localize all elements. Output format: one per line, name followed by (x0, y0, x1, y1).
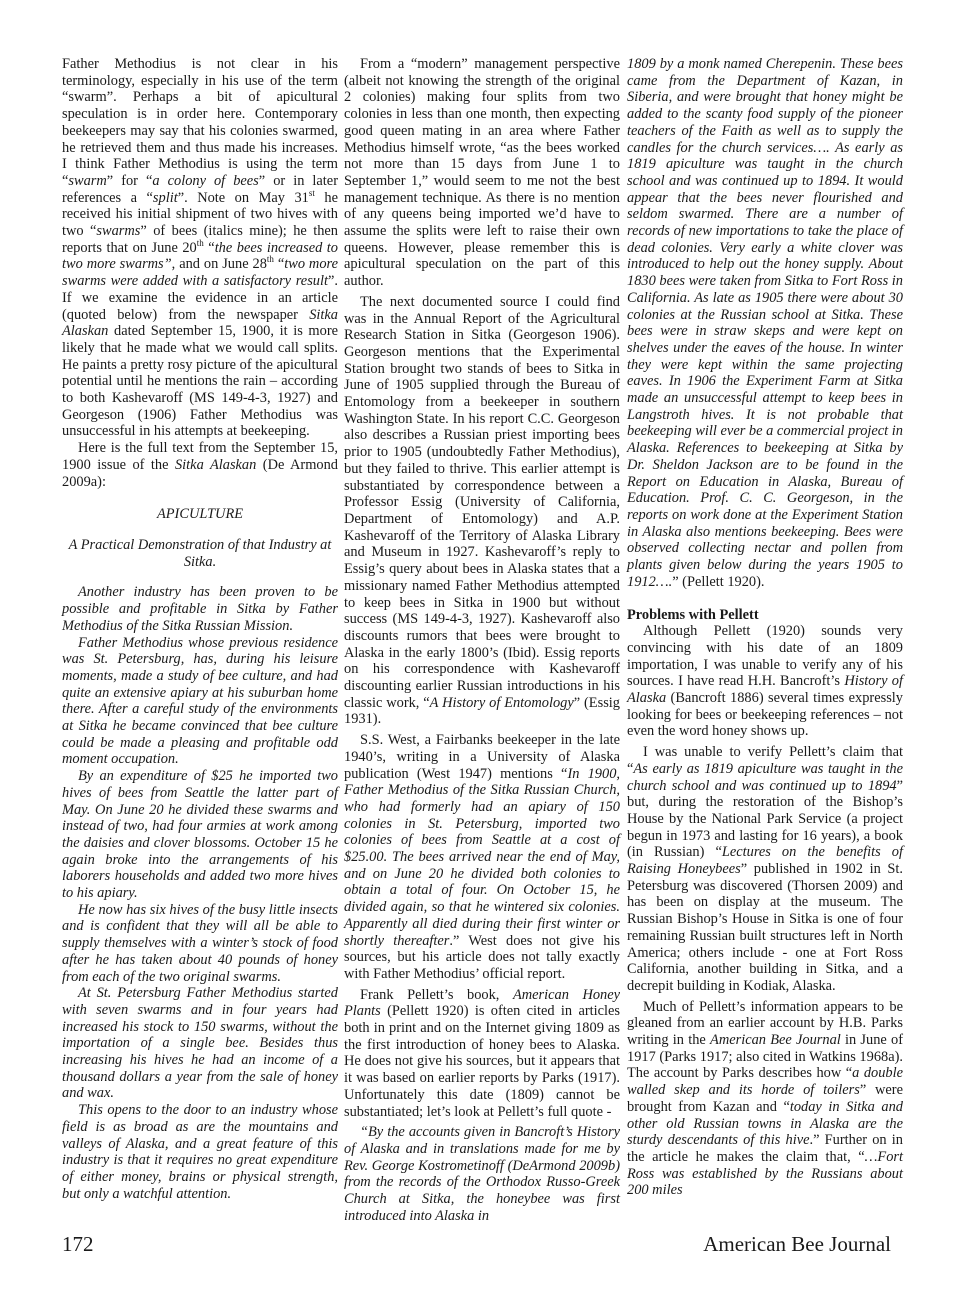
quoted-paragraph: This opens to the door to an industry whose field is as broad as are the mountains and valleys of Alaska, and a great feature of this industry is that it requires no great expenditure of either money, brains or physical strength, but only a watchful attention. (62, 1102, 338, 1202)
section-heading: Problems with Pellett (627, 606, 759, 623)
paragraph: S.S. West, a Fairbanks beekeeper in the late 1940’s, writing in a University of Alaska publication (West 1947) mentions “In 1900, Father Methodius of the Sitka Russian Church, who had formerly had an apiary of 150 colonies in St. Petersburg, imported two colonies of bees from Seattle at a cost of $25.00. The bees arrived near the end of May, and on June 20 he divided both colonies to obtain a total of four. On October 15, he divided again, so that he wintered six colonies. Apparently all died during their first winter or shortly thereafter.” West does not give his sources, but his article does not tally exactly with Father Methodius’ official report. (344, 732, 620, 982)
quoted-paragraph: At St. Petersburg Father Methodius started with seven swarms and in four years had increased his stock to 150 swarms, without the importation of a single bee. Besides thus increasing his hives he had an income of a thousand dollars a year from the sale of honey and wax. (62, 985, 338, 1102)
column-1 (62, 56, 338, 1202)
journal-name: American Bee Journal (703, 1232, 891, 1256)
paragraph: The next documented source I could find was in the Annual Report of the Agricultural Research Station in Sitka (Georgeson 1906). Georgeson mentions that the Experimental Station brought two stands of bees to Sitka in June of 1905 supplied through the Bureau of Entomology from a beekeeper in southern Washington State. In his report C.C. Georgeson also describes a Russian priest importing bees prior to 1905 (undoubtedly Father Methodius), but they failed to thrive. This earlier attempt is substantiated by correspondence between a Professor Essig (University of California, Department of Entomology) and A.P. Kashevaroff of the Territory of Alaska Library and Museum in 1927. Kashevaroff’s reply to Essig’s query about bees in Alaska states that a missionary named Father Methodius attempted to keep bees in Sitka in 1900 but without success (MS 149-4-3, 1927). Kashevaroff also discounts rumors that bees were brought to Alaska in the early 1800’s (Ibid). Essig reports on his correspondence with Kashevaroff discounting earlier Russian introductions in his classic work, “A History of Entomology” (Essig 1931). (344, 293, 620, 728)
paragraph: Although Pellett (1920) sounds very convincing with his date of an 1809 importation, I was unable to verify any of his sources. I have read H.H. Bancroft’s History of Alaska (Bancroft 1886) several times expressly looking for bees or beekeeping references – not even the word honey shows up. (627, 623, 903, 740)
quoted-paragraph: 1809 by a monk named Cherepenin. These bees came from the Department of Kazan, in Siberia, and were brought that honey might be added to the scanty food supply of the pioneer teachers of the Faith as well as to supply the candles for the church services…. As early as 1819 apiculture was taught in the church school and was continued up to 1894. It would appear that the bees never flourished and seldom swarmed. There are a number of records of new importations to take the place of dead colonies. Very early a white clover was introduced to help out the honey supply. About 1830 bees were taken from Sitka to Fort Ross in California. As late as 1905 there were about 30 colonies at the Russian school at Sitka. These bees were in straw skeps and were kept on shelves under the eaves of the house. In winter they were kept within the same projecting eaves. In 1906 the Experiment Farm at Sitka made an unsuccessful attempt to keep bees in Langstroth hives. It is not probable that beekeeping will ever be a commercial project in Alaska. References to beekeeping at Sitka by Dr. Sheldon Jackson are to be found in the Report on Education in Alaska, Bureau of Education. Prof. C. C. Georgeson, in the reports on work done at the Experiment Station in Alaska also mentions beekeeping. Bees were observed collecting nectar and pollen from plants given below during the years 1905 to 1912….” (Pellett 1920). (627, 56, 903, 590)
page-number: 172 (62, 1232, 94, 1256)
column-2 (344, 56, 620, 1225)
paragraph: Much of Pellett’s information appears to be gleaned from an earlier account by H.B. Parks writing in the American Bee Journal in June of 1917 (Parks 1917; also cited in Watkins 1968a). The account by Parks describes how “a double walled skep and its horde of toilers” were brought from Kazan and “today in Sitka and other old Russian towns in Alaska are the sturdy descendants of this hive.” Further on in the article he makes the claim that, “…Fort Ross was established by the Russians about 200 miles (627, 998, 904, 1199)
quoted-paragraph: Father Methodius whose previous residence was St. Petersburg, has, during his leisure moments, made a study of bee culture, and had quite an extensive apiary at his suburban home there. After a careful study of the environments at Sitka he became convinced that bee culture could be made a pleasing and profitable odd moment occupation. (62, 634, 338, 768)
article-subtitle: A Practical Demonstration of that Industry at Sitka. (68, 536, 332, 570)
article-title: APICULTURE (156, 506, 244, 523)
paragraph: Frank Pellett’s book, American Honey Plants (Pellett 1920) is often cited in articles both in print and on the Internet giving 1809 as the first introduction of honey bees to Alaska. He does not give his sources, but it appears that it was based on earlier reports by Parks (1917). Unfortunately this date (1809) cannot be substantiated; let’s look at Pellett’s full quote - (344, 986, 620, 1120)
paragraph: Here is the full text from the September 15, 1900 issue of the Sitka Alaskan (De Armond 2009a): (62, 440, 338, 490)
quoted-paragraph: By an expenditure of $25 he imported two hives of bees from Seattle the latter part of May. On June 20 he divided these swarms and instead of two, had four armies at work among the daisies and clover blossoms. October 15 he again broke into the arrangements of his laborers households and added two more hives to his apiary. (62, 768, 338, 902)
quoted-paragraph: Another industry has been proven to be possible and profitable in Sitka by Father Methodius of the Sitka Russian Mission. (62, 584, 338, 634)
column-3 (627, 56, 903, 1199)
quoted-paragraph: He now has six hives of the busy little insects and is confident that they will all be able to supply themselves with a winter’s stock of food after he has taken about 40 pounds of honey from each of the two original swarms. (62, 901, 338, 985)
paragraph: Father Methodius is not clear in his terminology, especially in his use of the term “swarm”. Perhaps a bit of apicultural speculation is in order here. Contemporary beekeepers may say that his colonies swarmed, he retrieved them and thus made his increases. I think Father Methodius is using the term “swarm” for “a colony of bees” or in later references a “split”. Note on May 31st he received his initial shipment of two hives with two “swarms” of bees (italics mine); he then reports that on June 20th “the bees increased to two more swarms”, and on June 28th “two more swarms were added with a satisfactory result”. If we examine the evidence in an article (quoted below) from the newspaper Sitka Alaskan dated September 15, 1900, it is more likely that he made what we would call splits. He paints a pretty rosy picture of the apicultural potential until he mentions the rain – according to both Kashevaroff (MS 149-4-3, 1927) and Georgeson (1906) Father Methodius was unsuccessful in his attempts at beekeeping. (62, 56, 338, 440)
paragraph: From a “modern” management perspective (albeit not knowing the strength of the original 2 colonies) making four splits from two colonies in less than one month, then expecting good queen mating in an area where Father Methodius himself wrote, “as the bees worked not more than 15 days from June 1 to September 1,” would seem to me not the best management technique. As there is no mention of any queens being imported we’d have to assume the splits were left to raise their own queens. However, please remember this is apicultural speculation on the part of this author. (344, 56, 620, 290)
paragraph: I was unable to verify Pellett’s claim that “As early as 1819 apiculture was taught in the church school and was continued up to 1894” but, during the restoration of the Bishop’s House by the National Park Service (a project begun in 1973 and lasting for 16 years), a book (in Russian) “Lectures on the benefits of Raising Honeybees” published in 1902 in St. Petersburg was discovered (Thorsen 2009) and has been on display at the museum. The Russian Bishop’s House in Sitka is one of four remaining Russian built structures left in North America; others include - one at Fort Ross California, another building in Sitka, and a decrepit building in Kodiak, Alaska. (627, 744, 903, 994)
quoted-paragraph: “By the accounts given in Bancroft’s History of Alaska and in translations made for me by Rev. George Kostrometinoff (DeArmond 2009b) from the records of the Orthodox Russo-Greek Church at Sitka, the honeybee was first introduced into Alaska in (344, 1124, 620, 1224)
